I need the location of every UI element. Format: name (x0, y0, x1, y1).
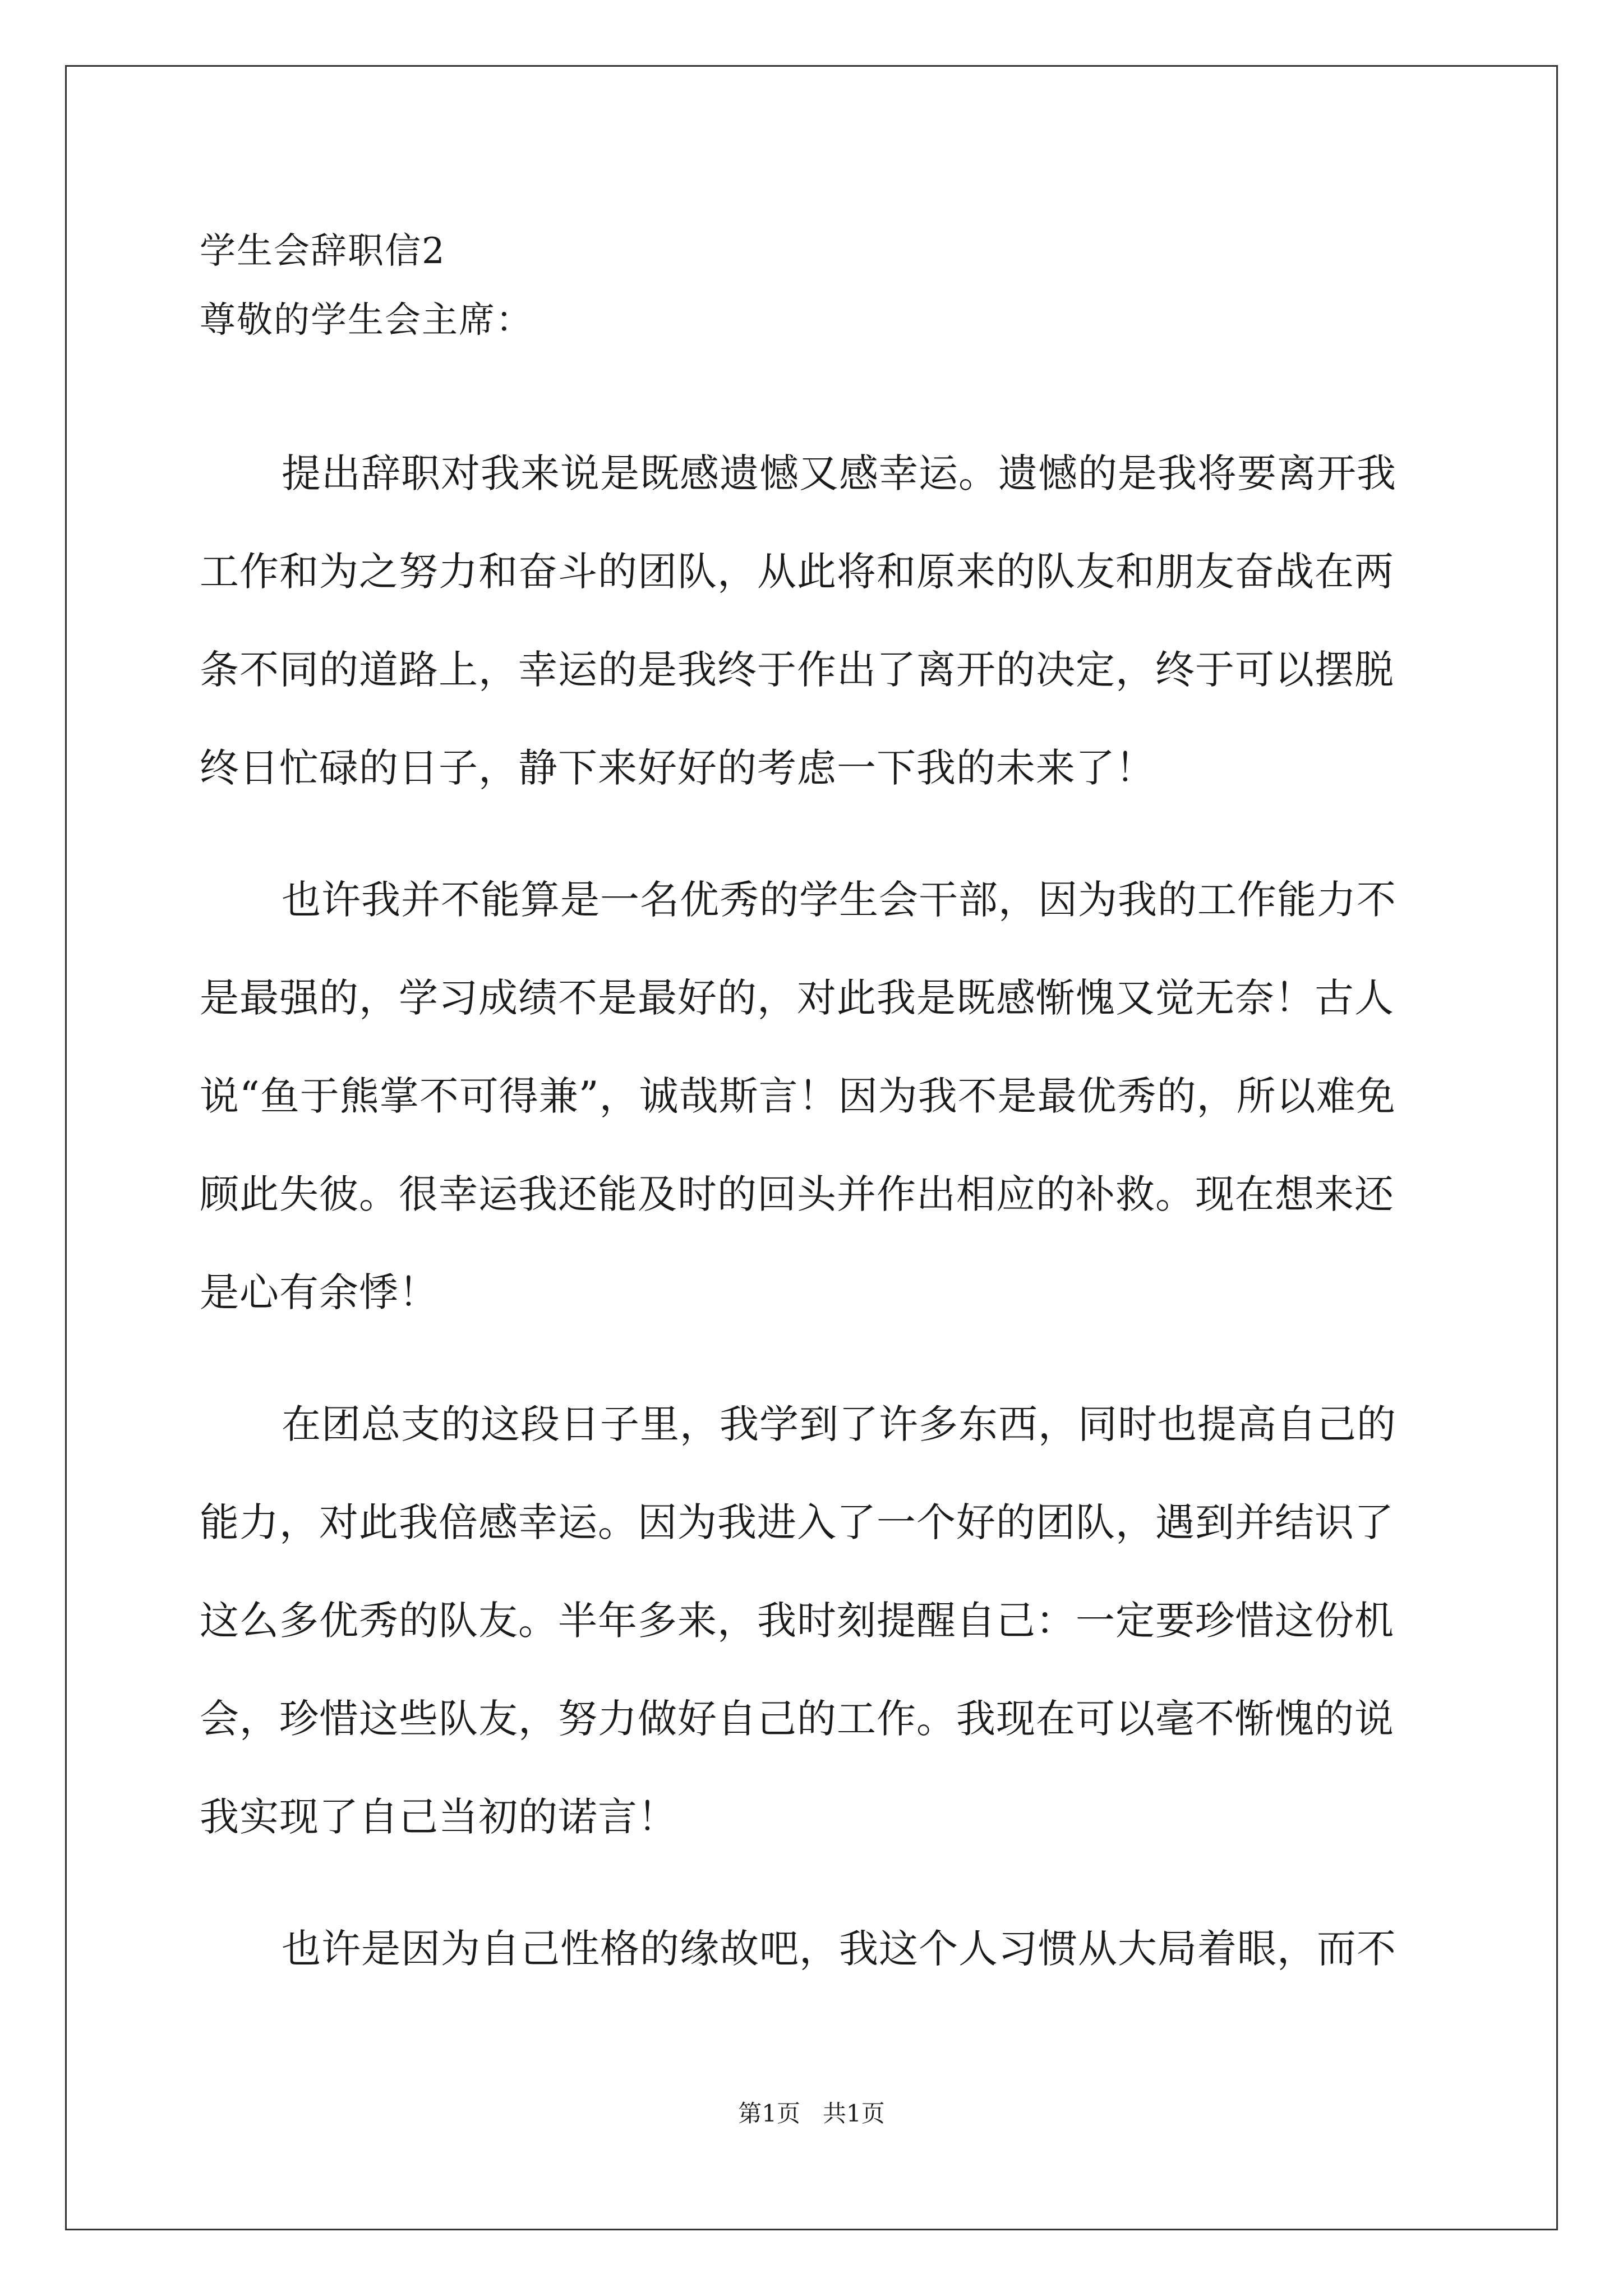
paragraph-2-line-3: 说“鱼于熊掌不可得兼”，诚哉斯言！因为我不是最优秀的，所以难免 (200, 1073, 1396, 1119)
salutation: 尊敬的学生会主席： (200, 300, 533, 341)
paragraph-2-line-2: 是最强的，学习成绩不是最好的，对此我是既感惭愧又觉无奈！古人 (200, 975, 1394, 1021)
paragraph-3-line-5: 我实现了自己当初的诺言！ (200, 1794, 677, 1840)
paragraph-1-line-1: 提出辞职对我来说是既感遗憾又感幸运。遗憾的是我将要离开我 (282, 450, 1396, 496)
page-footer: 第1页 共1页 (738, 2100, 885, 2127)
paragraph-3-line-1: 在团总支的这段日子里，我学到了许多东西，同时也提高自己的 (282, 1401, 1396, 1447)
paragraph-1-line-3: 条不同的道路上，幸运的是我终于作出了离开的决定，终于可以摆脱 (200, 647, 1394, 693)
paragraph-3-line-2: 能力，对此我倍感幸运。因为我进入了一个好的团队，遇到并结识了 (200, 1499, 1394, 1545)
paragraph-3-line-3: 这么多优秀的队友。半年多来，我时刻提醒自己：一定要珍惜这份机 (200, 1598, 1394, 1644)
page-border (65, 65, 1558, 2230)
paragraph-1-line-4: 终日忙碌的日子，静下来好好的考虑一下我的未来了！ (200, 745, 1155, 791)
paragraph-2-line-4: 顾此失彼。很幸运我还能及时的回头并作出相应的补救。现在想来还 (200, 1171, 1394, 1217)
paragraph-1-line-2: 工作和为之努力和奋斗的团队，从此将和原来的队友和朋友奋战在两 (200, 549, 1394, 595)
paragraph-4-line-1: 也许是因为自己性格的缘故吧，我这个人习惯从大局着眼，而不 (282, 1926, 1396, 1972)
paragraph-2-line-5: 是心有余悸！ (200, 1269, 439, 1315)
paragraph-3-line-4: 会，珍惜这些队友，努力做好自己的工作。我现在可以毫不惭愧的说 (200, 1696, 1394, 1742)
document-title: 学生会辞职信2 (200, 231, 446, 272)
paragraph-2-line-1: 也许我并不能算是一名优秀的学生会干部，因为我的工作能力不 (282, 877, 1396, 923)
